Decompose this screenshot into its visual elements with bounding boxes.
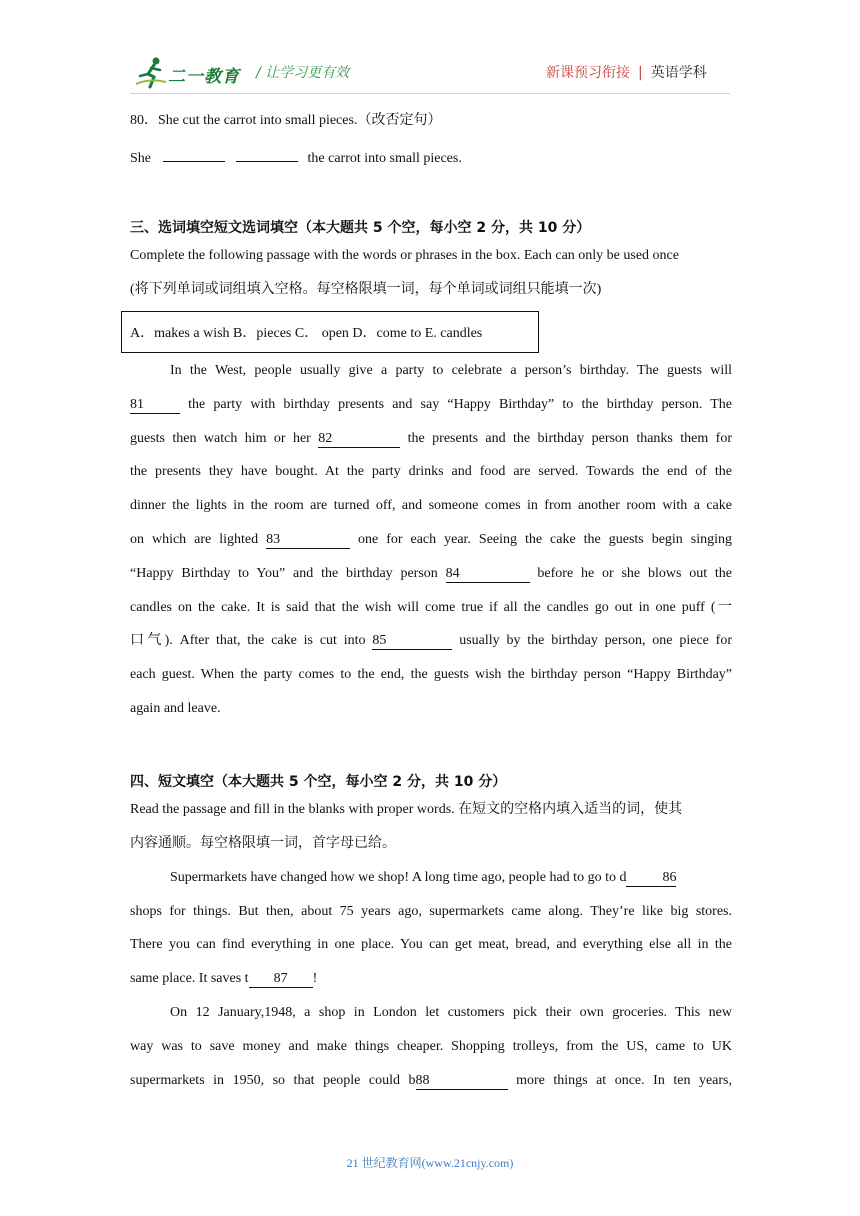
passage-line: shops for things. But then, about 75 years ago, supermarkets came along. They’re like big stores. — [130, 904, 732, 919]
passage-line — [130, 395, 732, 415]
passage-text: ! — [312, 971, 318, 986]
section3-instruction-en: Complete the following passage with the words or phrases in the box. Each can only be used once — [130, 248, 679, 263]
q80-answer-end: the carrot into small pieces. — [307, 151, 462, 166]
passage-text: supermarkets in 1950, so that people could b — [130, 1073, 416, 1088]
q80-answer-line — [130, 145, 462, 169]
passage-text: same place. It saves t — [130, 971, 249, 986]
q80-answer-start: She — [130, 151, 151, 166]
passage-line: candles on the cake. It is said that the wish will come true if all the candles go out in one puff (一 — [130, 600, 732, 615]
passage-text: before he or she blows out the — [537, 566, 733, 581]
passage-line: In the West, people usually give a party to celebrate a person’s birthday. The guests will — [170, 363, 732, 378]
passage-text: on which are lighted — [130, 532, 259, 547]
passage-line: each guest. When the party comes to the end, the guests wish the birthday person “Happy Birthday” — [130, 667, 732, 682]
header-divider — [130, 93, 730, 94]
section3-heading: 三、选词填空短文选词填空（本大题共 5 个空，每小空 2 分，共 10 分） — [130, 220, 591, 236]
blank-81[interactable]: 81 — [130, 397, 180, 414]
runner-logo-icon — [134, 56, 168, 90]
page-footer: 21 世纪教育网(www.21cnjy.com) — [346, 1156, 514, 1170]
subject-label: 英语学科 — [650, 65, 707, 81]
section4-heading: 四、短文填空（本大题共 5 个空，每小空 2 分，共 10 分） — [130, 774, 507, 790]
passage-text: the presents and the birthday person thanks them for — [407, 431, 732, 446]
course-label: 新课预习衔接 — [546, 65, 630, 81]
q80-prompt: 80．She cut the carrot into small pieces.（改否定句） — [130, 113, 442, 128]
blank-84[interactable]: 84 — [446, 566, 530, 583]
answer-blank[interactable] — [163, 145, 225, 162]
blank-85[interactable]: 85 — [372, 633, 452, 650]
passage-text: more things at once. In ten years, — [516, 1073, 733, 1088]
passage-text: guests then watch him or her — [130, 431, 311, 446]
passage-line: There you can find everything in one place. You can get meat, bread, and everything else all in the — [130, 937, 732, 952]
passage-text: usually by the birthday person, one piece for — [459, 633, 733, 648]
passage-line — [130, 631, 732, 651]
word-box — [121, 311, 539, 353]
passage-line: the presents they have bought. At the party drinks and food are served. Towards the end of the — [130, 464, 732, 479]
logo-text: 二一教育 — [168, 67, 240, 87]
blank-87[interactable]: 87 — [249, 971, 313, 988]
passage-line — [130, 530, 732, 550]
answer-blank[interactable] — [236, 145, 298, 162]
passage-text: one for each year. Seeing the cake the guests begin singing — [358, 532, 732, 547]
header-separator: | — [638, 65, 643, 81]
passage-line — [130, 969, 317, 989]
logo — [132, 56, 242, 90]
passage-line — [170, 868, 676, 888]
header-course-info — [546, 62, 707, 82]
blank-88[interactable]: 88 — [416, 1073, 508, 1090]
passage-line: way was to save money and make things cheaper. Shopping trolleys, from the US, came to UK — [130, 1039, 732, 1054]
page-header — [0, 0, 860, 110]
passage-line: On 12 January,1948, a shop in London let customers pick their own groceries. This new — [170, 1005, 732, 1020]
passage-line — [130, 429, 732, 449]
passage-text: the party with birthday presents and say “Happy Birthday” to the birthday person. The — [188, 397, 732, 412]
passage-line: again and leave. — [130, 701, 221, 716]
section4-instruction: Read the passage and fill in the blanks with proper words. 在短文的空格内填入适当的词，使其 — [130, 802, 683, 817]
passage-line — [130, 1071, 732, 1091]
section3-instruction-cn: (将下列单词或词组填入空格。每空格限填一词，每个单词或词组只能填一次) — [130, 282, 602, 297]
blank-86[interactable]: 86 — [626, 870, 676, 887]
blank-83[interactable]: 83 — [266, 532, 350, 549]
passage-text: 口气). After that, the cake is cut into — [130, 633, 366, 648]
blank-82[interactable]: 82 — [318, 431, 400, 448]
slogan: / 让学习更有效 — [256, 65, 350, 81]
section4-instruction: 内容通顺。每空格限填一词，首字母已给。 — [130, 836, 396, 851]
word-options: A．makes a wish B．pieces C． open D．come to E. candles — [130, 326, 483, 341]
passage-text: “Happy Birthday to You” and the birthday person — [130, 566, 438, 581]
passage-line — [130, 564, 732, 584]
passage-line: dinner the lights in the room are turned off, and someone comes in from another room with a cake — [130, 498, 732, 513]
passage-text: Supermarkets have changed how we shop! A long time ago, people had to go to d — [170, 870, 627, 885]
